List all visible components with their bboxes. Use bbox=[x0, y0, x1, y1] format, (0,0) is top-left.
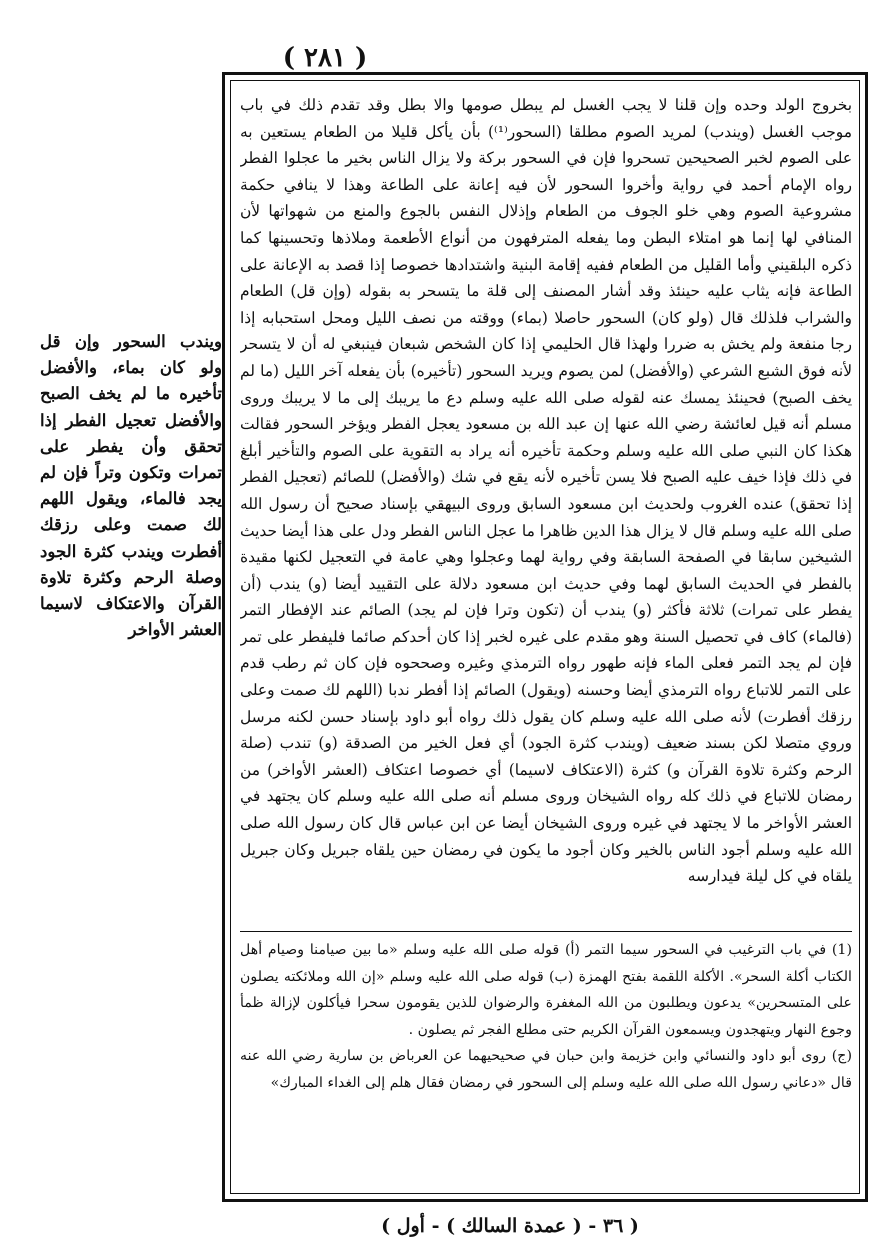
commentary-paragraph: بخروج الولد وحده وإن قلنا لا يجب الغسل لم يبطل صومها والا بطل وقد تقدم ذلك في باب موجب الغسل (ويندب) لمريد الصوم مطلقا (السحور⁽¹⁾) بأن يأكل قليلا من الطعام يستعين به على الصوم لخبر الصحيحين تسحروا فإن في السحور بركة ولا يزال الناس بخير ما عجلوا الفطر رواه الإمام أحمد في رواية وأخروا السحور لأن فيه إعانة على الطاعة وهذا لا ينافي حكمة مشروعية الصوم وهي خلو الجوف من الطعام وإذلال النفس بالجوع والمنع من شهواتها لأن المنافي لها إنما هو امتلاء البطن وما يفعله المترفهون من أنواع الأطعمة وملاذها وتحسينها كما ذكره البلقيني وأما القليل من الطعام ففيه إقامة البنية واشتدادها خصوصا إذا قصد به الإعانة على الطاعة فإنه يثاب عليه حينئذ وقد أشار المصنف إلى قلة ما يتسحر به بقوله (وإن قل) الطعام والشراب فلذلك قال (ولو كان) السحور حاصلا (بماء) ووقته من نصف الليل ومحل استحبابه إذا رجا منفعة ولم يخش به ضررا ولهذا قال الحليمي إذا كان الشخص شبعان فينبغي له أن لا يتسحر لأنه فوق الشبع الشرعي (والأفضل) لمن يصوم ويريد السحور (تأخيره) بأن يفعله آخر الليل (ما لم يخف الصبح) فحينئذ يمسك عنه لقوله صلى الله عليه وسلم دع ما يريبك إلى ما لا يريبك وروى مسلم أنه قيل لعائشة رضي الله عنها إن عبد الله بن مسعود يعجل الفطر ويؤخر السحور فقالت هكذا كان النبي صلى الله عليه وسلم وحكمة تأخيره أنه يراد به التقوية على الصوم والتأخير أبلغ في ذلك فإذا خيف عليه الصبح فلا يسن تأخيره لأنه يقع في شك (والأفضل) للصائم (تعجيل الفطر إذا تحقق) عنده الغروب ولحديث ابن مسعود السابق وروى البيهقي بإسناد صحيح أن رسول الله صلى الله عليه وسلم قال لا يزال هذا الدين ظاهرا ما عجل الناس الفطر ودل على هذا أيضا حديث الشيخين سابقا في الصفحة السابقة وفي رواية لهما وعجلوا وهي عامة في التعجيل لكنها مقيدة بالفطر في الحديث السابق لهما وفي حديث ابن مسعود دلالة على التقييد أيضا (و) يندب (أن يفطر على تمرات) ثلاثة فأكثر (و) يندب أن (تكون وترا فإن لم يجد) الصائم عند الإفطار التمر (فالماء) كاف في تحصيل السنة وهو مقدم على غيره لخبر إذا كان أحدكم صائما فليفطر على تمر فإن لم يجد التمر فعلى الماء فإنه طهور رواه الترمذي وغيره وصححوه فإن كان ثم رطب قدم على التمر للاتباع رواه الترمذي أيضا وحسنه (ويقول) الصائم إذا أفطر ندبا (اللهم لك صمت وعلى رزقك أفطرت) لأنه صلى الله عليه وسلم كان يقول ذلك رواه أبو داود بإسناد حسن لكنه مرسل وروي متصلا لكن بسند ضعيف (ويندب كثرة الجود) أي فعل الخير من الصدقة (و) تندب (صلة الرحم وكثرة تلاوة القرآن و) كثرة (الاعتكاف لاسيما) أي خصوصا اعتكاف (العشر الأواخر) من رمضان للاتباع في ذلك كله رواه الشيخان وروى مسلم أنه صلى الله عليه وسلم كان يجتهد في العشر الأواخر ما لا يجتهد في غيره وروى الشيخان أيضا عن ابن عباس قال كان رسول الله صلى الله عليه وسلم أجود الناس بالخير وكان أجود ما يكون في رمضان حين يلقاه جبريل وكان جبريل يلقاه في كل ليلة فيدارسه bbox=[240, 96, 852, 886]
page-number: ( ٢٨١ ) bbox=[282, 43, 368, 73]
footnote-paragraph: (1) في باب الترغيب في السحور سيما التمر (أ) قوله صلى الله عليه وسلم «ما بين صيامنا وصيام أهل الكتاب أكلة السحر». الأكلة اللقمة بفتح الهمزة (ب) قوله صلى الله عليه وسلم «إن الله وملائكته يصلون على المتسحرين» يدعون ويطلبون من الله المغفرة والرضوان للذين يقومون سحرا فيأكلون لإزالة ظمأ وجوع النهار ويتهجدون ويسمعون القرآن الكريم حتى مطلع الفجر ثم يصلون . bbox=[240, 942, 852, 1038]
footnote-paragraph: (ج) روى أبو داود والنسائي وابن خزيمة وابن حبان في صحيحيهما عن العرباض بن سارية رضي الله عنه قال «دعاني رسول الله صلى الله عليه وسلم إلى السحور في رمضان فقال هلم إلى الغداء المبارك» bbox=[240, 1048, 852, 1091]
matn-margin-text: ويندب السحور وإن قل ولو كان بماء، والأفضل تأخيره ما لم يخف الصبح والأفضل تعجيل الفطر إذا تحقق وأن يفطر على تمرات وتكون وتراً فإن لم يجد فالماء، ويقول اللهم لك صمت وعلى رزقك أفطرت ويندب كثرة الجود وصلة الرحم وكثرة تلاوة القرآن والاعتكاف لاسيما العشر الأواخر bbox=[40, 331, 222, 640]
footnotes bbox=[240, 937, 852, 1117]
bottom-caption: ( ٣٦ - ( عمدة السالك ) - أول ) bbox=[381, 1215, 639, 1237]
footnote-divider bbox=[240, 931, 852, 932]
commentary-body bbox=[240, 92, 852, 927]
